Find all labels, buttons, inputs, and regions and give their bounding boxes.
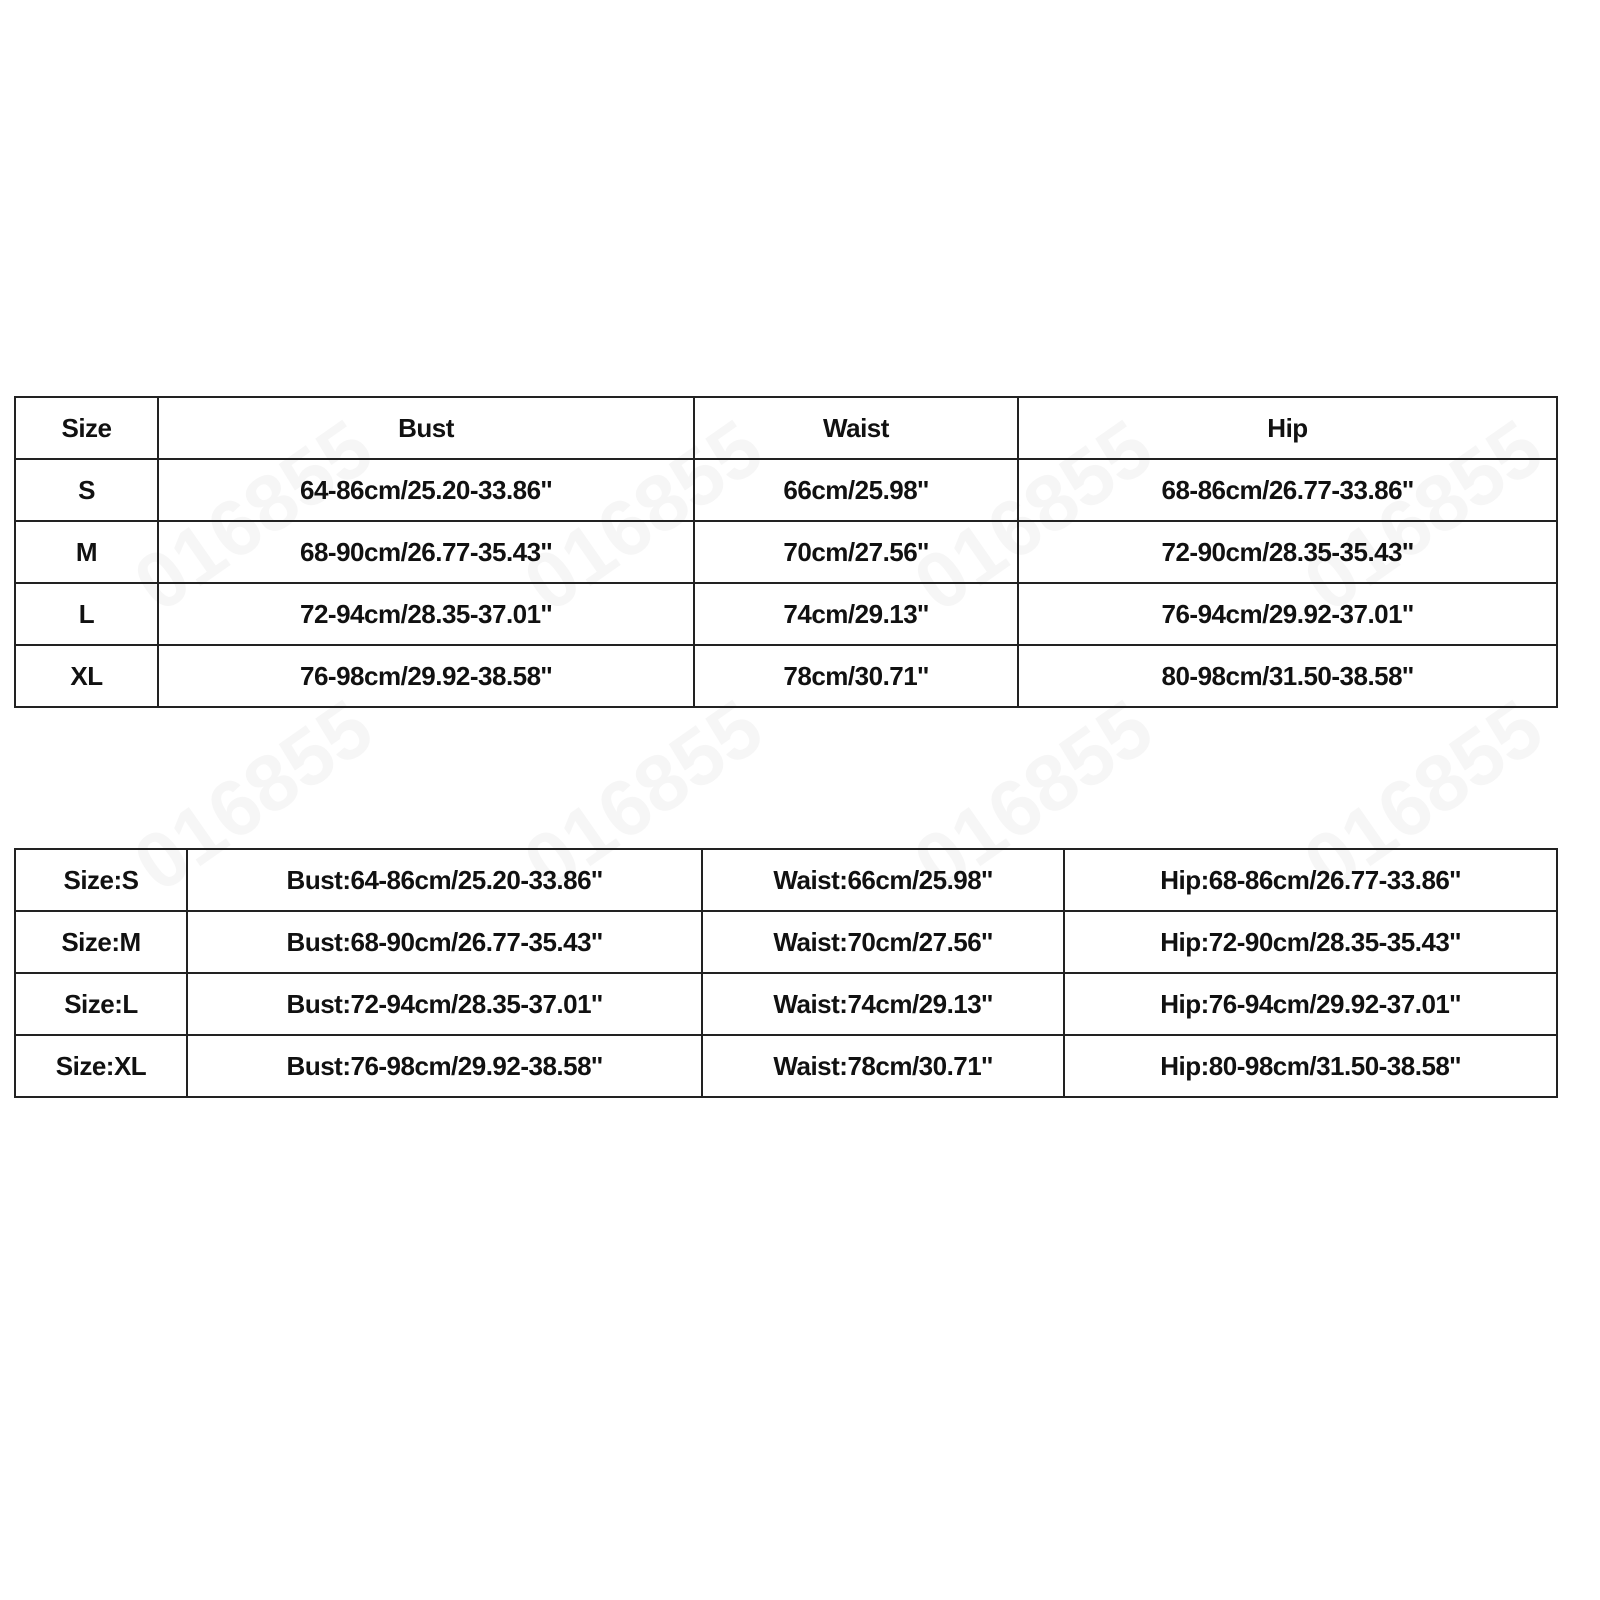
header-row bbox=[15, 397, 1557, 459]
table-row bbox=[15, 645, 1557, 707]
table-row bbox=[15, 459, 1557, 521]
hip-cell: 72-90cm/28.35-35.43'' bbox=[1018, 521, 1557, 583]
waist-cell: Waist:78cm/30.71'' bbox=[702, 1035, 1064, 1097]
bust-cell: Bust:76-98cm/29.92-38.58'' bbox=[187, 1035, 702, 1097]
table-row bbox=[15, 583, 1557, 645]
bust-cell: 76-98cm/29.92-38.58'' bbox=[158, 645, 694, 707]
waist-cell: Waist bbox=[694, 397, 1018, 459]
waist-cell: 74cm/29.13'' bbox=[694, 583, 1018, 645]
hip-cell: Hip:68-86cm/26.77-33.86'' bbox=[1064, 849, 1557, 911]
waist-cell: 70cm/27.56'' bbox=[694, 521, 1018, 583]
size-cell: Size:S bbox=[15, 849, 187, 911]
table-row bbox=[15, 849, 1557, 911]
size-chart-table bbox=[14, 396, 1558, 708]
hip-cell: 80-98cm/31.50-38.58'' bbox=[1018, 645, 1557, 707]
waist-cell: Waist:74cm/29.13'' bbox=[702, 973, 1064, 1035]
size-chart-labeled-table bbox=[14, 848, 1558, 1098]
hip-cell: Hip bbox=[1018, 397, 1557, 459]
waist-cell: Waist:70cm/27.56'' bbox=[702, 911, 1064, 973]
bust-cell: 72-94cm/28.35-37.01'' bbox=[158, 583, 694, 645]
table-row bbox=[15, 521, 1557, 583]
bust-cell: Bust bbox=[158, 397, 694, 459]
size-cell: XL bbox=[15, 645, 158, 707]
hip-cell: Hip:76-94cm/29.92-37.01'' bbox=[1064, 973, 1557, 1035]
hip-cell: Hip:80-98cm/31.50-38.58'' bbox=[1064, 1035, 1557, 1097]
bust-cell: Bust:64-86cm/25.20-33.86'' bbox=[187, 849, 702, 911]
table-row bbox=[15, 911, 1557, 973]
size-cell: Size:L bbox=[15, 973, 187, 1035]
bust-cell: Bust:68-90cm/26.77-35.43'' bbox=[187, 911, 702, 973]
waist-cell: 78cm/30.71'' bbox=[694, 645, 1018, 707]
size-cell: Size bbox=[15, 397, 158, 459]
size-cell: M bbox=[15, 521, 158, 583]
bust-cell: 68-90cm/26.77-35.43'' bbox=[158, 521, 694, 583]
bust-cell: Bust:72-94cm/28.35-37.01'' bbox=[187, 973, 702, 1035]
waist-cell: Waist:66cm/25.98'' bbox=[702, 849, 1064, 911]
bust-cell: 64-86cm/25.20-33.86'' bbox=[158, 459, 694, 521]
size-cell: Size:XL bbox=[15, 1035, 187, 1097]
hip-cell: 68-86cm/26.77-33.86'' bbox=[1018, 459, 1557, 521]
hip-cell: Hip:72-90cm/28.35-35.43'' bbox=[1064, 911, 1557, 973]
size-cell: S bbox=[15, 459, 158, 521]
table-row bbox=[15, 1035, 1557, 1097]
table-row bbox=[15, 973, 1557, 1035]
size-cell: Size:M bbox=[15, 911, 187, 973]
size-cell: L bbox=[15, 583, 158, 645]
hip-cell: 76-94cm/29.92-37.01'' bbox=[1018, 583, 1557, 645]
waist-cell: 66cm/25.98'' bbox=[694, 459, 1018, 521]
